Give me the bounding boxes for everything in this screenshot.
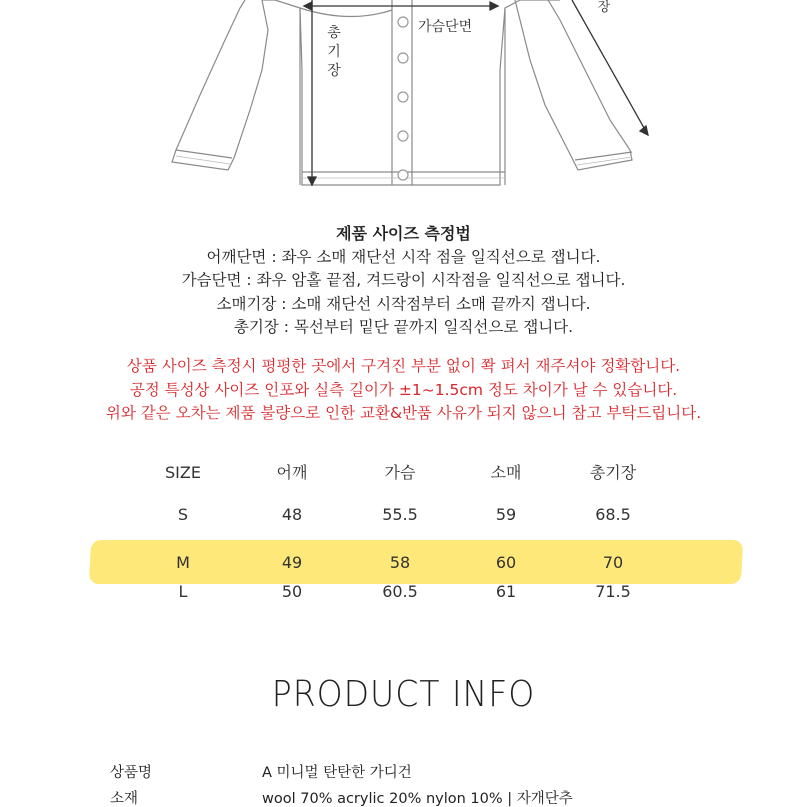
info-key: 소재 <box>110 791 139 807</box>
total-length-cell: 68.5 <box>595 505 631 524</box>
measurement-guide <box>0 222 807 340</box>
info-value: A 미니멀 탄탄한 가디건 <box>262 765 412 781</box>
button-4 <box>398 131 408 141</box>
header-shoulder: 어깨 <box>276 463 308 482</box>
right-cuff <box>575 152 632 160</box>
chest-label: 가슴단면 <box>418 19 473 35</box>
left-cuff <box>176 150 232 158</box>
right-sleeve-outline <box>515 0 632 170</box>
total-length-cell: 71.5 <box>595 582 631 601</box>
warning-line-1: 상품 사이즈 측정시 평평한 곳에서 구겨진 부분 없이 쫙 펴서 재주셔야 정확합니다. <box>126 357 681 375</box>
info-row-material <box>0 787 807 807</box>
header-sleeve: 소매 <box>490 463 522 482</box>
info-row-product-name <box>0 761 807 785</box>
size-cell: M <box>176 553 190 572</box>
size-cell: L <box>178 582 188 601</box>
button-5 <box>398 170 408 180</box>
shoulder-cell: 50 <box>281 582 303 601</box>
chest-arrow-right <box>490 2 498 10</box>
total-length-cell: 70 <box>602 553 624 572</box>
cardigan-drawing <box>0 0 807 195</box>
guide-line-sleeve: 소매기장 : 소매 재단선 시작점부터 소매 끝까지 잽니다. <box>216 294 591 313</box>
header-chest: 가슴 <box>384 463 416 482</box>
total-length-arrow-bottom <box>308 177 316 185</box>
sleeve-length-label: 장 <box>597 0 611 15</box>
total-length-label: 총기장 <box>327 25 341 79</box>
left-sleeve-outline <box>172 0 268 170</box>
info-key: 상품명 <box>110 765 153 781</box>
sleeve-cell: 61 <box>495 582 517 601</box>
cardigan-measurement-illustration <box>0 0 807 195</box>
product-info-title: PRODUCT INFO <box>271 674 536 715</box>
warning-line-3: 위와 같은 오차는 제품 불량으로 인한 교환&반품 사유가 되지 않으니 참고 부탁드립니다. <box>105 404 702 422</box>
shoulder-cell: 49 <box>281 553 303 572</box>
guide-line-total: 총기장 : 목선부터 밑단 끝까지 일직선으로 잽니다. <box>233 318 574 336</box>
body-outline <box>262 0 560 185</box>
table-row <box>0 500 807 542</box>
size-table-header <box>0 458 807 500</box>
header-total-length: 총기장 <box>589 463 637 482</box>
warning-line-2: 공정 특성상 사이즈 인포와 실측 길이가 ±1~1.5cm 정도 차이가 날 수 있습니다. <box>129 380 678 399</box>
sleeve-cell: 60 <box>495 553 517 572</box>
sleeve-arrow-bottom <box>640 126 648 135</box>
size-cell: S <box>177 505 189 524</box>
guide-line-shoulder: 어깨단면 : 좌우 소매 재단선 시작 점을 일직선으로 잽니다. <box>206 247 601 266</box>
measurement-warning <box>0 355 807 426</box>
sleeve-cell: 59 <box>495 505 517 524</box>
table-row <box>0 580 807 622</box>
button-2 <box>398 53 408 63</box>
guide-line-chest: 가슴단면 : 좌우 암홀 끝점, 겨드랑이 시작점을 일직선으로 잽니다. <box>181 271 626 289</box>
guide-title: 제품 사이즈 측정법 <box>336 224 471 243</box>
table-row-highlighted <box>0 538 807 580</box>
chest-cell: 60.5 <box>382 582 418 601</box>
info-value: wool 70% acrylic 20% nylon 10% | 자개단추 <box>262 791 573 807</box>
header-size: SIZE <box>165 463 201 482</box>
neckline <box>300 8 392 17</box>
shoulder-cell: 48 <box>281 505 303 524</box>
button-3 <box>398 92 408 102</box>
button-1 <box>398 17 408 27</box>
chest-cell: 55.5 <box>382 505 418 524</box>
chest-cell: 58 <box>389 553 411 572</box>
chest-arrow-left <box>304 2 312 10</box>
